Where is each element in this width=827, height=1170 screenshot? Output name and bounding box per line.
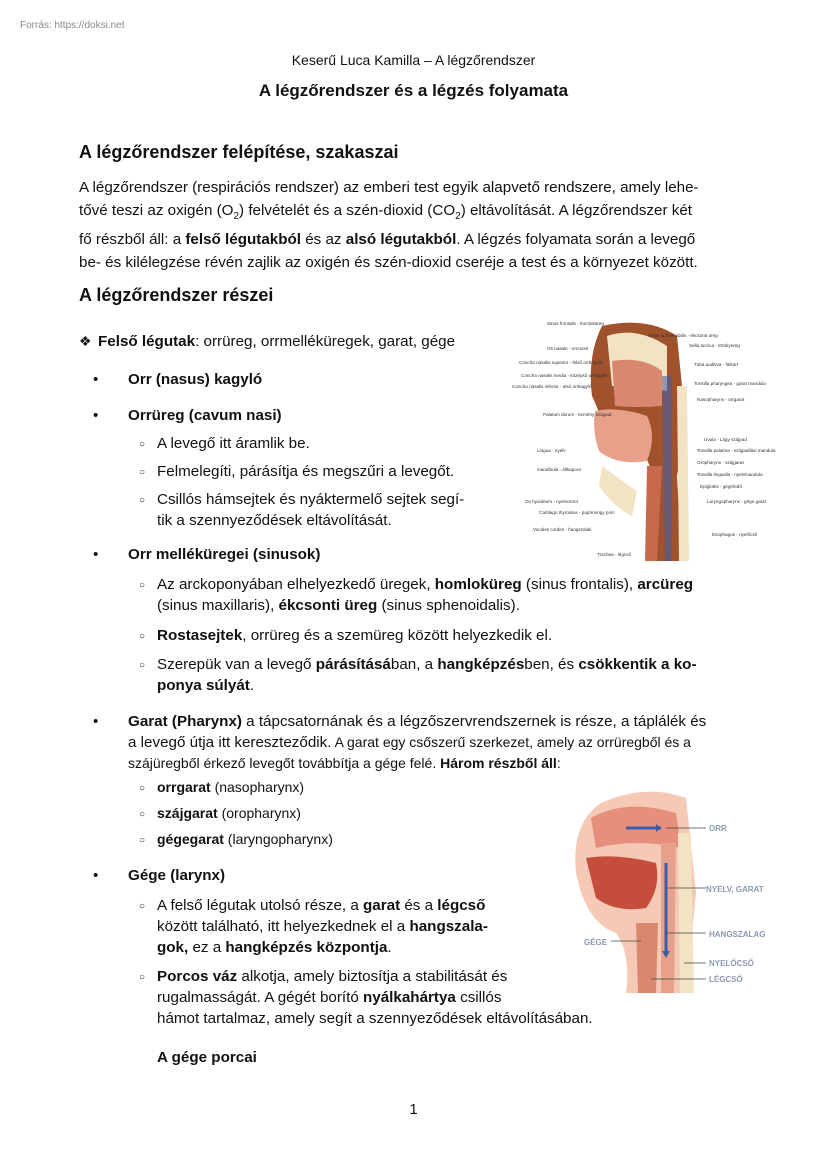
- circle-bullet-icon: ○: [139, 783, 146, 794]
- fig1-label-left: Os nasale - orrcsont: [547, 346, 589, 351]
- bold-term: homloküreg: [434, 576, 522, 593]
- fig2-label: GÉGE: [584, 938, 608, 947]
- bold-term: szájgarat: [157, 805, 218, 821]
- item-nose: Orr (nasus) kagyló: [128, 371, 263, 388]
- airway-overview-figure: [566, 783, 776, 995]
- text: (laryngopharynx): [223, 831, 333, 847]
- text: a tápcsatornának és a légzőszervrendszernek is része, a táplálék és: [241, 713, 707, 730]
- fig1-label-right: Sella turcica - törökyereg: [689, 343, 740, 348]
- bold-term: Garat (Pharynx): [128, 713, 242, 730]
- text: .: [387, 939, 392, 956]
- bold-term: párásításá: [315, 656, 391, 673]
- text: ben, és: [524, 656, 579, 673]
- bold-term: garat: [363, 897, 401, 914]
- intro-line-2e: ) eltávolítását. A légzőrendszer két: [460, 202, 693, 219]
- text: között található, itt helyezkednek el a: [157, 918, 410, 935]
- circle-bullet-icon: ○: [139, 495, 146, 506]
- upper-airways-line: [98, 331, 455, 352]
- text: ez a: [188, 939, 226, 956]
- bold-term: gégegarat: [157, 831, 224, 847]
- intro-line-2c: ) felvételét és a szén-dioxid (CO: [239, 202, 456, 219]
- fig1-label-right: Tonsilla lingualis - nyelvmandula: [697, 472, 763, 477]
- fig1-label-right: Laryngopharynx - gége garat: [707, 499, 766, 504]
- fig2-label: ORR: [709, 824, 727, 833]
- intro-bold-lower: alsó légutakból: [345, 231, 457, 249]
- circle-bullet-icon: ○: [139, 972, 146, 983]
- bullet-icon: •: [93, 371, 99, 388]
- intro-line-3c: és az: [301, 231, 346, 249]
- text: hámot tartalmaz, amely segít a szennyeződések eltávolításában.: [157, 1010, 593, 1027]
- fig1-label-right: Sinus sphenoidalis - ékcsonti üreg: [648, 333, 718, 338]
- bold-term: Porcos váz: [157, 968, 238, 985]
- cartilage-heading: A gége porcai: [157, 1049, 257, 1066]
- text: és a: [400, 897, 438, 914]
- pharynx-part: [157, 829, 333, 850]
- larynx-item-1: [157, 895, 537, 958]
- intro-bold-upper: felső légutakból: [185, 231, 301, 249]
- item-pharynx: [128, 711, 778, 774]
- item-larynx: Gége (larynx): [128, 867, 226, 884]
- text: :: [556, 755, 561, 771]
- bold-term: hangképzés: [437, 656, 525, 673]
- diamond-bullet-icon: ❖: [79, 333, 92, 349]
- fig1-label-left: Lingua - nyelv: [537, 448, 566, 453]
- circle-bullet-icon: ○: [139, 835, 146, 846]
- document-title: A légzőrendszer és a légzés folyamata: [258, 81, 569, 100]
- fig2-label: NYELŐCSŐ: [709, 959, 754, 968]
- source-note: Forrás: https://doksi.net: [20, 20, 125, 31]
- section-heading-parts: A légzőrendszer részei: [79, 285, 274, 305]
- bullet-icon: •: [93, 867, 99, 884]
- pharynx-part: [157, 777, 304, 798]
- upper-airways-label: Felső légutak: [98, 333, 196, 350]
- fig1-label-left: Concha nasalis media - középső orrkagyló: [521, 373, 608, 378]
- bold-term: nyálkahártya: [363, 989, 456, 1006]
- respiratory-tract-sagittal-figure: [507, 316, 776, 564]
- bold-term: orrgarat: [157, 779, 211, 795]
- bold-term: ponya súlyát: [157, 677, 250, 694]
- fig1-label-left: Trachea - légcső: [597, 552, 632, 557]
- text: (nasopharynx): [210, 779, 305, 795]
- text: (oropharynx): [217, 805, 301, 821]
- fig1-label-left: Concha nasalis inferior - alsó orrkagyló: [512, 384, 592, 389]
- circle-bullet-icon: ○: [139, 580, 146, 591]
- cavity-item: A levegő itt áramlik be.: [157, 435, 310, 452]
- subscript-2b: 2: [455, 211, 461, 223]
- text: rugalmasságát. A gégét borító: [157, 989, 364, 1006]
- fig1-label-left: mandibula - állkapocs: [537, 467, 582, 472]
- fig1-label-left: Cartilago thyroidea - pajzsmirigy porc: [539, 510, 615, 515]
- fig1-label-right: Oropharynx - szájgarat: [697, 460, 744, 465]
- circle-bullet-icon: ○: [139, 660, 146, 671]
- sinus-item-3: [157, 654, 777, 696]
- intro-paragraph: [79, 176, 769, 274]
- fig1-label-right: Tuba auditiva - fülkürt: [694, 362, 739, 367]
- text: alkotja, amely biztosítja a stabilitását és: [237, 968, 508, 985]
- text: a levegő útja itt kereszteződik.: [128, 734, 332, 751]
- text: Az arckoponyában elhelyezkedő üregek,: [157, 576, 435, 593]
- fig1-label-left: Vocales cordes - hangszalak: [533, 527, 592, 532]
- intro-line-2a: tővé teszi az oxigén (O: [79, 202, 234, 219]
- upper-airways-list: : orrüreg, orrmelléküregek, garat, gége: [195, 333, 456, 350]
- fig1-label-right: Tonsilla palatina - szájpadlási mandula: [697, 448, 776, 453]
- intro-line-3a: fő részből áll: a: [79, 231, 186, 249]
- circle-bullet-icon: ○: [139, 809, 146, 820]
- fig1-label-right: Tonsilla pharyngea - garat mandula: [694, 381, 766, 386]
- bullet-icon: •: [93, 407, 99, 424]
- sinus-item-1: [157, 574, 777, 616]
- bold-term: hangképzés központja: [225, 939, 388, 956]
- fig1-label-left: Os hyoideum - nyelvcsont: [525, 499, 578, 504]
- text: szájüregből érkező levegőt továbbítja a gége felé.: [128, 755, 441, 771]
- fig1-label-right: Uvula - Lágy szájpad: [704, 437, 747, 442]
- fig1-label-left: Concha nasalis superior - felső orrkagyló: [519, 360, 603, 365]
- fig1-label-left: Palatum durum - kemény szájpad: [543, 412, 612, 417]
- fig1-label-left: Sinus frontalis - homloküreg: [547, 321, 604, 326]
- fig1-label-right: Epiglottis - gégefedő: [700, 484, 742, 489]
- intro-line-4: be- és kilélegzése révén zajlik az oxigén és szén-dioxid cseréje a test és a környezet között.: [79, 254, 698, 272]
- subscript-2: 2: [233, 211, 240, 223]
- text: .: [249, 677, 255, 694]
- circle-bullet-icon: ○: [139, 439, 146, 450]
- bold-term: légcső: [437, 897, 486, 914]
- fig2-label: NYELV, GARAT: [706, 885, 764, 894]
- bold-term: hangszala-: [409, 918, 488, 935]
- text: , orrüreg és a szemüreg között helyezkedik el.: [242, 627, 553, 644]
- bold-term: arcüreg: [637, 576, 694, 593]
- text: (sinus maxillaris),: [157, 597, 279, 614]
- item-sinuses: Orr melléküregei (sinusok): [128, 546, 321, 563]
- fig1-label-right: Nasopharynx - orrgarat: [697, 397, 745, 402]
- text: (sinus sphenoidalis).: [377, 597, 520, 614]
- cavity-item-cont: tik a szennyeződések eltávolítását.: [157, 512, 392, 529]
- circle-bullet-icon: ○: [139, 467, 146, 478]
- bold-term: gok,: [157, 939, 189, 956]
- section-heading-structure: A légzőrendszer felépítése, szakaszai: [79, 142, 399, 162]
- text: (sinus frontalis),: [521, 576, 638, 593]
- text: ban, a: [390, 656, 438, 673]
- bullet-icon: •: [93, 546, 99, 563]
- bold-term: ékcsonti üreg: [278, 597, 378, 614]
- pharynx-part: [157, 803, 301, 824]
- page-number: 1: [409, 1101, 418, 1118]
- circle-bullet-icon: ○: [139, 631, 146, 642]
- text: A felső légutak utolsó része, a: [157, 897, 363, 914]
- bold-term: csökkentik a ko-: [578, 656, 697, 673]
- intro-line-3e: . A légzés folyamata során a levegő: [456, 231, 696, 249]
- bold-term: Rostasejtek: [157, 627, 243, 644]
- text: Szerepük van a levegő: [157, 656, 316, 673]
- text: csillós: [455, 989, 502, 1006]
- fig2-label: LÉGCSŐ: [709, 975, 743, 984]
- fig2-label: HANGSZALAG: [709, 930, 766, 939]
- text: A garat egy csőszerű szerkezet, amely az orrüregből és a: [331, 734, 691, 750]
- cavity-item: Felmelegíti, párásítja és megszűri a levegőt.: [157, 463, 455, 480]
- running-header: Keserű Luca Kamilla – A légzőrendszer: [291, 52, 536, 68]
- item-nasal-cavity: Orrüreg (cavum nasi): [128, 407, 282, 424]
- fig1-label-right: Esophagus - nyelőcső: [712, 532, 758, 537]
- cavity-item: Csillós hámsejtek és nyáktermelő sejtek segí-: [157, 491, 465, 508]
- bold-term: Három részből áll: [440, 755, 557, 771]
- intro-line-1: A légzőrendszer (respirációs rendszer) az emberi test egyik alapvető rendszere, amely lehe-: [79, 179, 699, 196]
- bullet-icon: •: [93, 713, 99, 730]
- circle-bullet-icon: ○: [139, 901, 146, 912]
- sinus-item-2: [157, 625, 552, 646]
